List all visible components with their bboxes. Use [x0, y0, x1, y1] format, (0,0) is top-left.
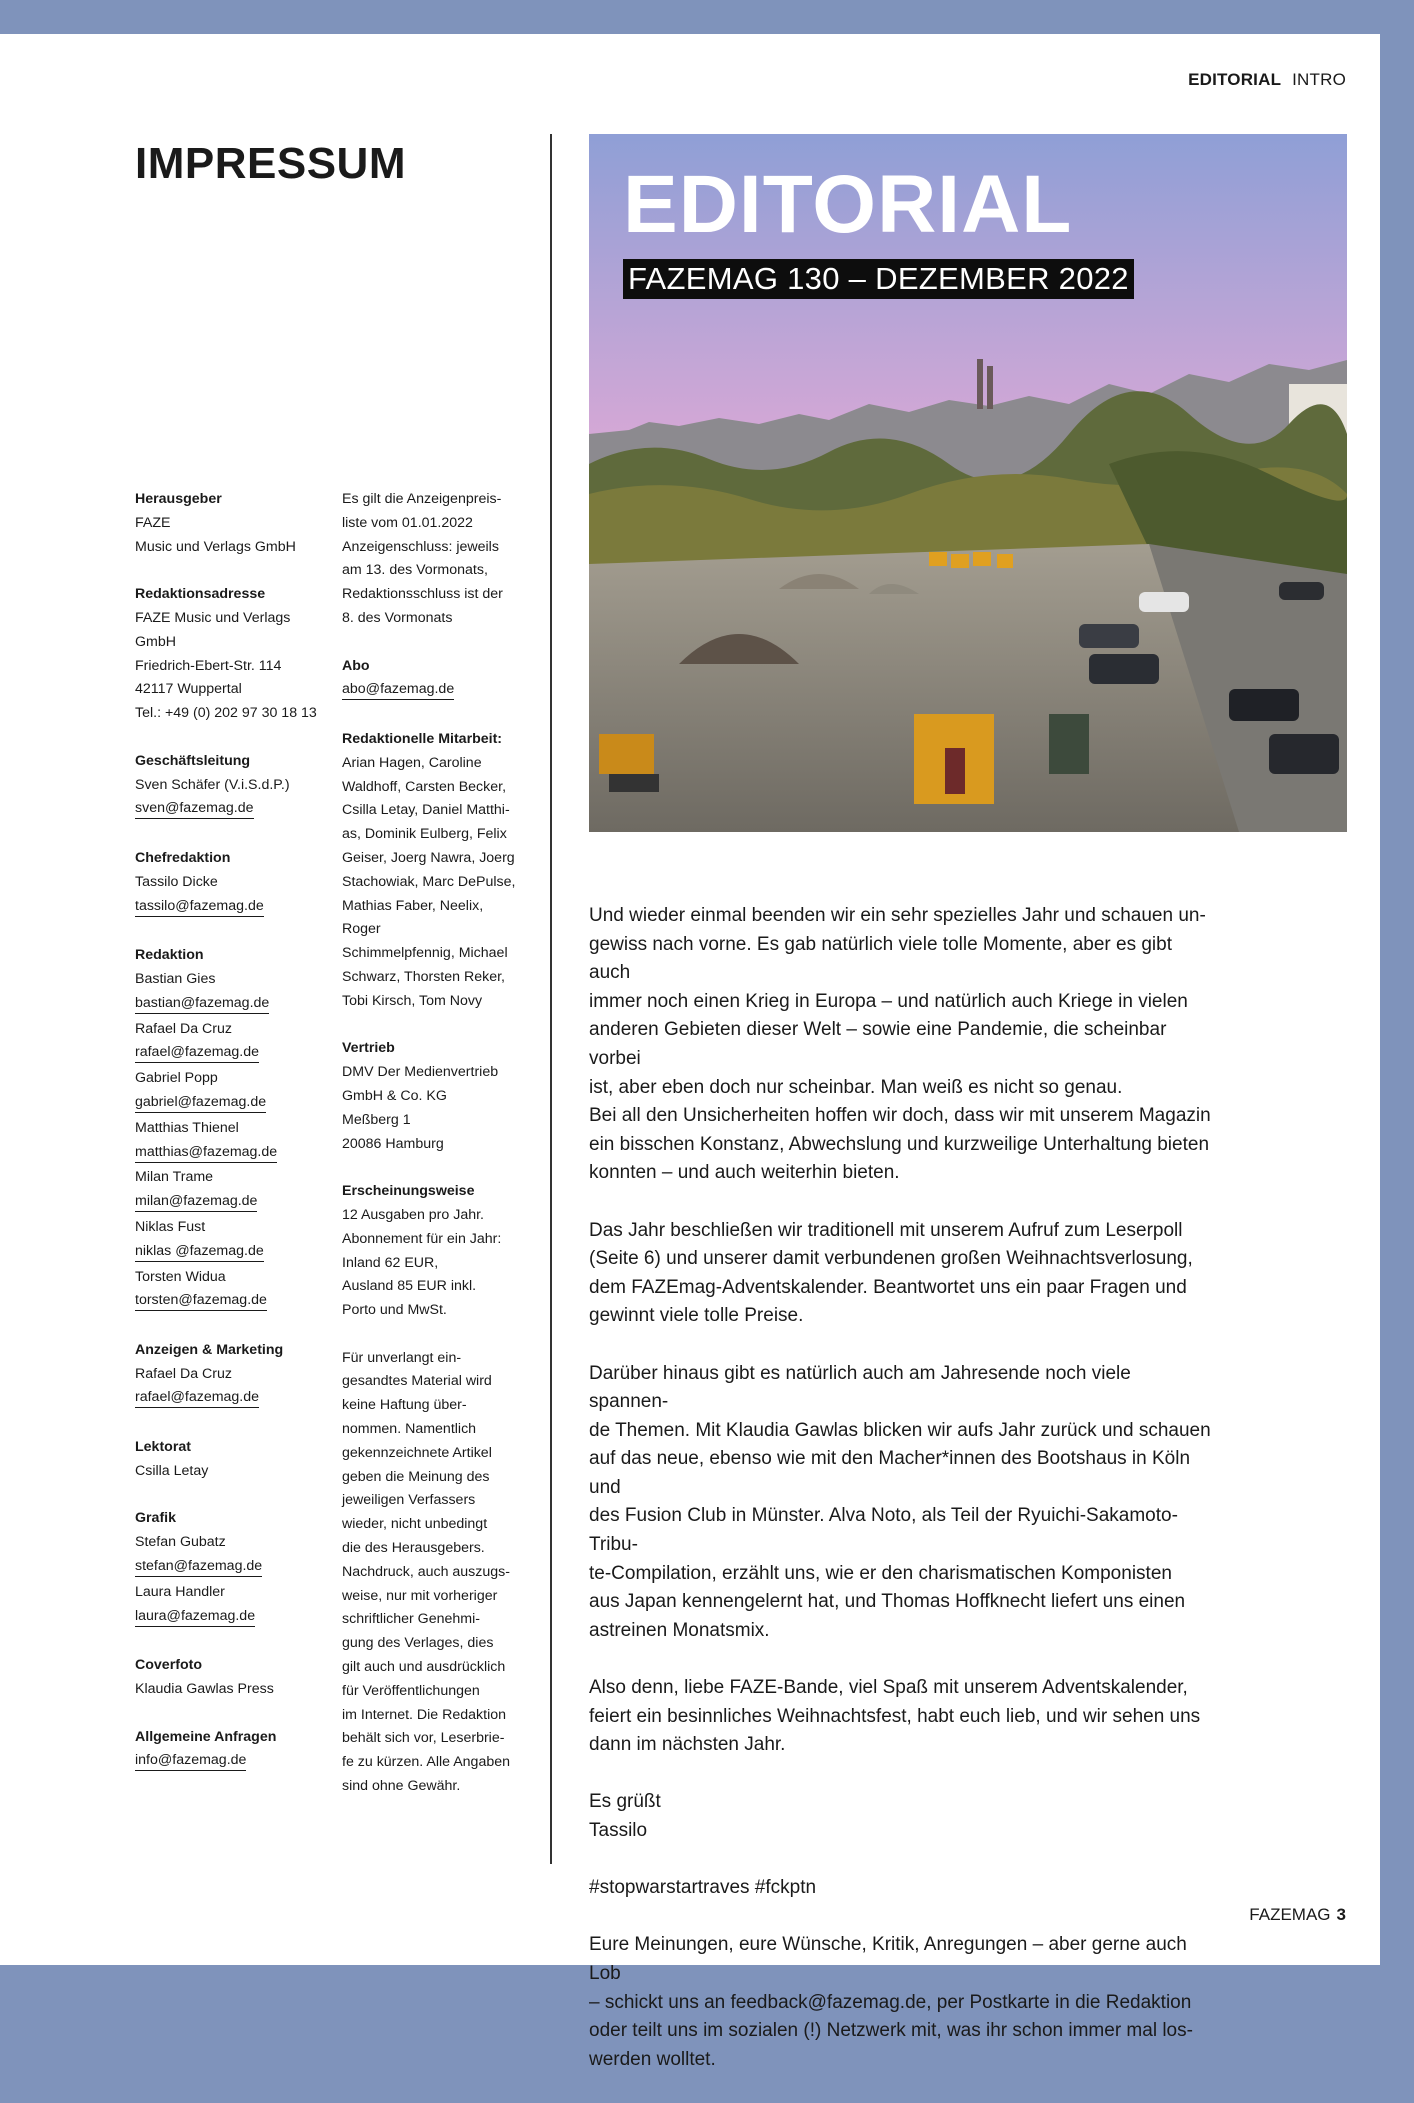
impressum-label: Grafik — [135, 1510, 177, 1527]
impressum-block — [135, 1436, 330, 1484]
impressum-line: am 13. des Vormonats, — [342, 562, 488, 579]
impressum-line: im Internet. Die Redaktion — [342, 1706, 507, 1723]
editorial-paragraph — [589, 1217, 1214, 1331]
editorial-line: feiert ein besinnliches Weihnachtsfest, habt euch lieb, und wir sehen uns — [589, 1705, 1201, 1727]
email-link[interactable]: bastian@fazemag.de — [135, 993, 269, 1014]
email-link[interactable]: matthias@fazemag.de — [135, 1142, 277, 1163]
impressum-label: Geschäftsleitung — [135, 752, 251, 769]
editorial-line: astreinen Monatsmix. — [589, 1619, 770, 1641]
editorial-line: aus Japan kennengelernt hat, und Thomas Hoffknecht liefert uns einen — [589, 1591, 1186, 1613]
editorial-line: dem FAZEmag-Adventskalender. Beantwortet uns ein paar Fragen und — [589, 1276, 1187, 1298]
editorial-paragraph — [589, 1788, 1214, 1845]
editorial-line: auf das neue, ebenso wie mit den Macher*innen des Bootshaus in Köln und — [589, 1448, 1191, 1498]
page-number: 3 — [1336, 1905, 1346, 1924]
impressum-line: nommen. Namentlich — [342, 1421, 477, 1438]
impressum-line: gilt auch und ausdrücklich — [342, 1659, 506, 1676]
impressum-block — [342, 1037, 522, 1156]
email-link[interactable]: abo@fazemag.de — [342, 679, 454, 700]
impressum-line: GmbH & Co. KG — [342, 1087, 447, 1104]
impressum-label: Redaktion — [135, 947, 204, 964]
impressum-line: DMV Der Medienvertrieb — [342, 1064, 499, 1081]
impressum-line: Music und Verlags GmbH — [135, 538, 296, 555]
editorial-line: Tassilo — [589, 1820, 648, 1841]
editorial-line: Eure Meinungen, eure Wünsche, Kritik, Anregungen – aber gerne auch Lob — [589, 1934, 1187, 1984]
impressum-line: Schwarz, Thorsten Reker, — [342, 968, 505, 985]
impressum-label: Redaktionelle Mitarbeit: — [342, 730, 503, 747]
impressum-label: Vertrieb — [342, 1040, 395, 1057]
impressum-label: Anzeigen & Marketing — [135, 1341, 284, 1358]
impressum-line: Redaktionsschluss ist der — [342, 586, 503, 603]
impressum-line: Inland 62 EUR, — [342, 1254, 439, 1271]
impressum-line: weise, nur mit vorheriger — [342, 1587, 498, 1604]
impressum-block — [135, 1507, 330, 1630]
impressum-line: behält sich vor, Leserbrie- — [342, 1730, 505, 1747]
email-link[interactable]: rafael@fazemag.de — [135, 1042, 259, 1063]
editorial-body — [589, 902, 1214, 2103]
editorial-line: – schickt uns an feedback@fazemag.de, per Postkarte in die Redaktion — [589, 1991, 1192, 2013]
editorial-paragraph — [589, 1674, 1214, 1760]
impressum-line: Meßberg 1 — [342, 1111, 411, 1128]
editorial-line: te-Compilation, erzählt uns, wie er den charismatischen Komponisten — [589, 1562, 1172, 1584]
impressum-line: Klaudia Gawlas Press — [135, 1681, 274, 1698]
impressum-line: fe zu kürzen. Alle Angaben — [342, 1754, 511, 1771]
editorial-line: de Themen. Mit Klaudia Gawlas blicken wir aufs Jahr zurück und schauen — [589, 1419, 1211, 1441]
impressum-block — [342, 655, 522, 705]
person-name: Laura Handler — [135, 1583, 225, 1600]
impressum-line: Mathias Faber, Neelix, Roger — [342, 897, 484, 938]
editorial-line: gewinnt viele tolle Preise. — [589, 1305, 804, 1327]
impressum-line: jeweiligen Verfassers — [342, 1492, 476, 1509]
impressum-line: FAZE Music und Verlags — [135, 609, 291, 626]
person-name: Torsten Widua — [135, 1268, 226, 1285]
impressum-line: Friedrich-Ebert-Str. 114 — [135, 657, 282, 674]
person-name: Bastian Gies — [135, 970, 216, 987]
impressum-line: Tel.: +49 (0) 202 97 30 18 13 — [135, 705, 317, 722]
editorial-line: werden wolltet. — [589, 2048, 716, 2070]
impressum-block — [135, 1339, 330, 1412]
impressum-line: Geiser, Joerg Nawra, Joerg — [342, 849, 515, 866]
person-name: Rafael Da Cruz — [135, 1020, 232, 1037]
impressum-label: Herausgeber — [135, 491, 222, 507]
impressum-line: die des Herausgebers. — [342, 1540, 485, 1557]
impressum-block — [342, 1180, 522, 1323]
impressum-label: Coverfoto — [135, 1657, 202, 1674]
email-link[interactable]: rafael@fazemag.de — [135, 1387, 259, 1408]
editorial-line: oder teilt uns im sozialen (!) Netzwerk mit, was ihr schon immer mal los- — [589, 2020, 1193, 2042]
impressum-line: liste vom 01.01.2022 — [342, 514, 473, 531]
impressum-line: Csilla Letay, Daniel Matthi- — [342, 802, 510, 819]
footer-magazine: FAZEMAG — [1249, 1905, 1331, 1924]
impressum-line: geben die Meinung des — [342, 1468, 490, 1485]
editorial-line: immer noch einen Krieg in Europa – und natürlich auch Kriege in vielen — [589, 990, 1188, 1012]
editorial-paragraph — [589, 1360, 1214, 1646]
editorial-line: konnten – und auch weiterhin bieten. — [589, 1162, 900, 1184]
email-link[interactable]: info@fazemag.de — [135, 1750, 246, 1771]
editorial-line: ist, aber eben doch nur scheinbar. Man weiß es nicht so genau. — [589, 1076, 1123, 1098]
editorial-line: #stopwarstartraves #fckptn — [589, 1877, 817, 1899]
impressum-block — [342, 488, 522, 631]
impressum-line: 42117 Wuppertal — [135, 681, 242, 698]
editorial-photo — [589, 134, 1347, 832]
impressum-block — [135, 1726, 330, 1776]
editorial-line: Bei all den Unsicherheiten hoffen wir doch, dass wir mit unserem Magazin — [589, 1105, 1211, 1127]
impressum-line: Ausland 85 EUR inkl. — [342, 1278, 477, 1295]
editorial-paragraph — [589, 1874, 1214, 1903]
impressum-column-left — [135, 488, 330, 1799]
person-name: Gabriel Popp — [135, 1070, 218, 1087]
impressum-line: Abonnement für ein Jahr: — [342, 1230, 502, 1247]
impressum-line: gekennzeichnete Artikel — [342, 1444, 492, 1461]
impressum-label: Redaktionsadresse — [135, 586, 266, 603]
editorial-line: Und wieder einmal beenden wir ein sehr spezielles Jahr und schauen un- — [589, 905, 1206, 926]
impressum-line: wieder, nicht unbedingt — [342, 1516, 488, 1533]
impressum-line: as, Dominik Eulberg, Felix — [342, 826, 507, 843]
impressum-line: Csilla Letay — [135, 1462, 209, 1479]
impressum-label: Abo — [342, 657, 370, 674]
impressum-line: keine Haftung über- — [342, 1397, 467, 1414]
person-name: Stefan Gubatz — [135, 1534, 226, 1551]
column-divider — [550, 134, 552, 1864]
impressum-column-right — [342, 488, 522, 1823]
email-link[interactable]: laura@fazemag.de — [135, 1606, 255, 1627]
impressum-line: GmbH — [135, 633, 176, 650]
impressum-line: Anzeigenschluss: jeweils — [342, 538, 499, 555]
impressum-line: Tassilo Dicke — [135, 873, 218, 890]
impressum-block — [135, 944, 330, 1315]
impressum-line: 8. des Vormonats — [342, 609, 453, 626]
impressum-line: Stachowiak, Marc DePulse, — [342, 873, 516, 890]
impressum-block — [135, 1654, 330, 1702]
editorial-title: EDITORIAL — [623, 159, 1073, 250]
impressum-line: Waldhoff, Carsten Becker, — [342, 778, 507, 795]
email-link[interactable]: sven@fazemag.de — [135, 798, 254, 819]
editorial-line: Also denn, liebe FAZE-Bande, viel Spaß mit unserem Adventskalender, — [589, 1677, 1188, 1699]
email-link[interactable]: tassilo@fazemag.de — [135, 896, 264, 917]
issue-label: FAZEMAG 130 – DEZEMBER 2022 — [623, 259, 1134, 299]
person-name: Milan Trame — [135, 1169, 214, 1186]
impressum-line: Tobi Kirsch, Tom Novy — [342, 992, 483, 1009]
person-name: Niklas Fust — [135, 1218, 206, 1235]
impressum-line: gesandtes Material wird — [342, 1373, 492, 1390]
impressum-line: Schimmelpfennig, Michael — [342, 945, 508, 962]
editorial-line: Das Jahr beschließen wir traditionell mit unserem Aufruf zum Leserpoll — [589, 1219, 1183, 1241]
editorial-line: ein bisschen Konstanz, Abwechslung und kurzweilige Unterhaltung bieten — [589, 1133, 1210, 1155]
impressum-line: Es gilt die Anzeigenpreis- — [342, 491, 502, 507]
impressum-label: Allgemeine Anfragen — [135, 1728, 277, 1745]
impressum-title: IMPRESSUM — [135, 139, 406, 188]
impressum-label: Erscheinungsweise — [342, 1183, 475, 1200]
editorial-paragraph — [589, 1931, 1214, 2074]
email-link[interactable]: gabriel@fazemag.de — [135, 1092, 266, 1113]
impressum-line: FAZE — [135, 514, 171, 531]
impressum-block — [135, 847, 330, 920]
impressum-block — [135, 750, 330, 823]
impressum-block — [342, 728, 522, 1014]
email-link[interactable]: torsten@fazemag.de — [135, 1290, 267, 1311]
editorial-line: Es grüßt — [589, 1791, 661, 1813]
editorial-line: (Seite 6) und unserer damit verbundenen großen Weihnachtsverlosung, — [589, 1248, 1193, 1270]
email-link[interactable]: niklas @fazemag.de — [135, 1241, 264, 1262]
impressum-block — [135, 488, 330, 559]
editorial-line: gewiss nach vorne. Es gab natürlich viele tolle Momente, aber es gibt auch — [589, 933, 1172, 984]
editorial-paragraph — [589, 902, 1214, 1188]
impressum-line: Für unverlangt ein- — [342, 1349, 462, 1366]
impressum-line: Porto und MwSt. — [342, 1302, 447, 1319]
editorial-line: anderen Gebieten dieser Welt – sowie eine Pandemie, die scheinbar vorbei — [589, 1019, 1167, 1069]
impressum-line: für Veröffentlichungen — [342, 1682, 480, 1699]
person-name: Matthias Thienel — [135, 1119, 239, 1136]
magazine-page — [0, 34, 1380, 2070]
impressum-line: schriftlicher Genehmi- — [342, 1611, 480, 1628]
impressum-line: gung des Verlages, dies — [342, 1635, 494, 1652]
editorial-line: Darüber hinaus gibt es natürlich auch am Jahresende noch viele spannen- — [589, 1362, 1131, 1413]
page-footer — [1249, 1905, 1346, 1925]
impressum-line: 20086 Hamburg — [342, 1135, 444, 1152]
impressum-line: Nachdruck, auch auszugs- — [342, 1563, 510, 1580]
section-label: EDITORIAL — [1188, 70, 1282, 89]
impressum-line: 12 Ausgaben pro Jahr. — [342, 1206, 484, 1223]
impressum-line: Sven Schäfer (V.i.S.d.P.) — [135, 776, 290, 793]
impressum-label: Chefredaktion — [135, 849, 231, 866]
impressum-label: Lektorat — [135, 1439, 191, 1456]
editorial-line: des Fusion Club in Münster. Alva Noto, als Teil der Ryuichi-Sakamoto-Tribu- — [589, 1505, 1178, 1556]
impressum-block — [135, 583, 330, 726]
impressum-line: sind ohne Gewähr. — [342, 1778, 461, 1795]
impressum-line: Rafael Da Cruz — [135, 1365, 232, 1382]
email-link[interactable]: milan@fazemag.de — [135, 1191, 257, 1212]
impressum-block — [342, 1347, 522, 1799]
editorial-line: dann im nächsten Jahr. — [589, 1734, 786, 1756]
email-link[interactable]: stefan@fazemag.de — [135, 1556, 262, 1577]
impressum-line: Arian Hagen, Caroline — [342, 754, 482, 771]
running-head — [1188, 70, 1346, 90]
subsection-label: INTRO — [1292, 70, 1346, 89]
